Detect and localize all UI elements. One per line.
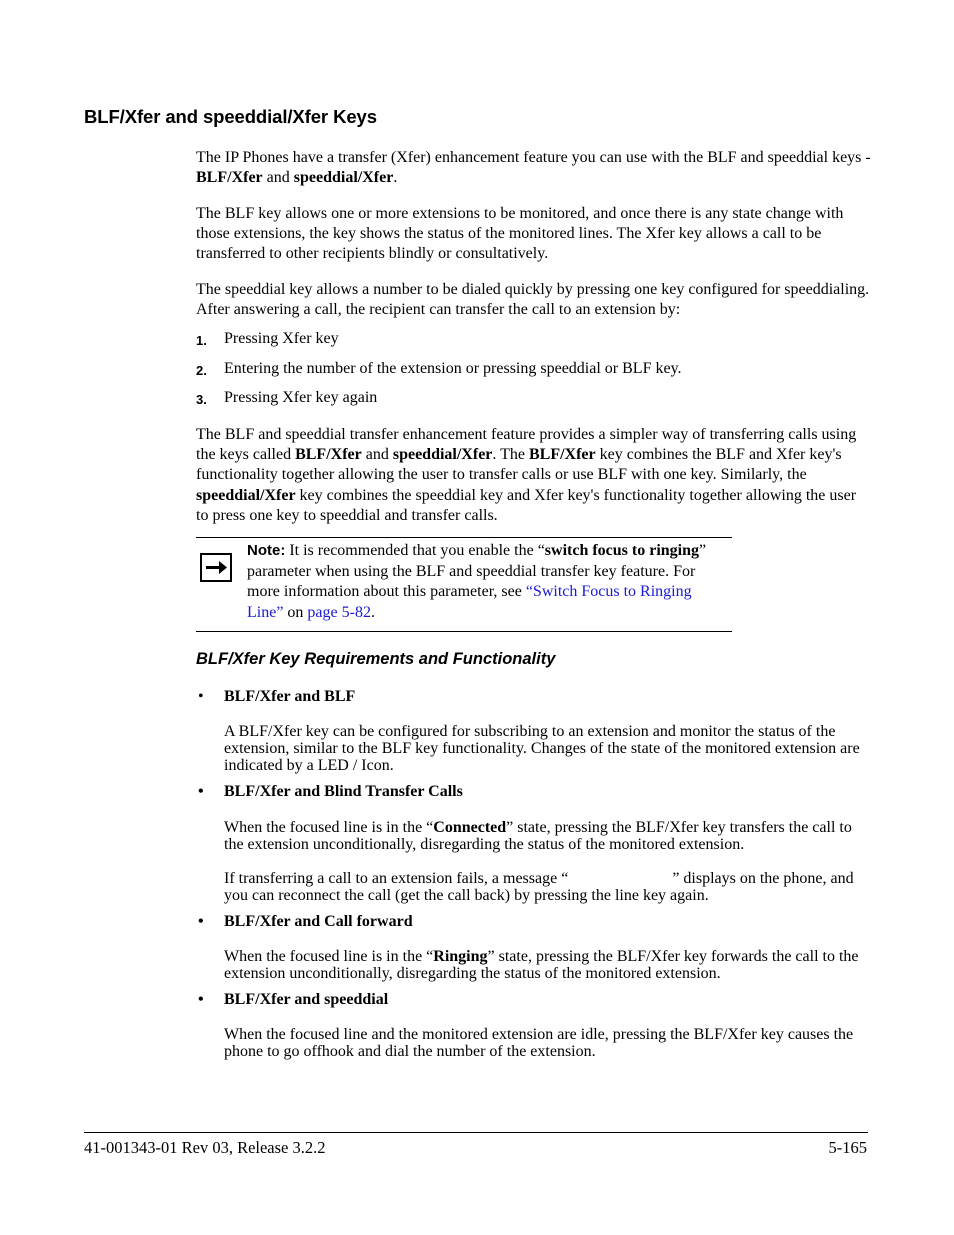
summary-bold: speeddial/Xfer <box>196 486 296 504</box>
summary-text: . The <box>492 446 529 464</box>
note-label: Note: <box>247 542 286 559</box>
intro-text: The IP Phones have a transfer (Xfer) enhancement feature you can use with the BLF and speeddial keys - <box>196 149 871 166</box>
item-text: ” displays on the phone, and you can reconnect the call (get the call back) by pressing the line key again. <box>224 870 854 905</box>
summary-text: The BLF and speeddial transfer enhancement feature provides a simpler way of transferring calls using the keys called <box>196 426 857 464</box>
item-text: If transferring a call to an extension fails, a message “ <box>224 870 569 887</box>
note-text-part: It is recommended that you enable the “ <box>285 542 545 559</box>
item-title: BLF/Xfer and Blind Transfer Calls <box>224 783 463 800</box>
section-heading: BLF/Xfer and speeddial/Xfer Keys <box>84 106 377 127</box>
note-text-part: . <box>370 603 375 621</box>
item-title: BLF/Xfer and speeddial <box>224 991 389 1008</box>
intro-text: and <box>262 169 294 187</box>
intro-paragraph <box>196 148 872 188</box>
item-body <box>224 870 870 904</box>
item-bold: Connected <box>433 819 507 836</box>
summary-paragraph <box>196 425 872 526</box>
step-number: 2. <box>196 363 207 378</box>
item-title: BLF/Xfer and Call forward <box>224 913 413 930</box>
summary-bold: BLF/Xfer <box>528 446 596 464</box>
bullet: • <box>198 991 204 1008</box>
item-bold: Ringing <box>433 948 488 965</box>
bullet: • <box>198 783 204 800</box>
switch-focus-link[interactable]: “Switch Focus to Ringing Line” <box>247 583 692 621</box>
item-text: ” state, pressing the BLF/Xfer key forwards the call to the extension unconditionally, disregarding the status of the monitored extension. <box>224 948 859 983</box>
intro-text: . <box>393 169 398 187</box>
footer-doc-id: 41-001343-01 Rev 03, Release 3.2.2 <box>84 1138 326 1157</box>
step-number: 3. <box>196 392 207 407</box>
note-bottom-rule <box>196 631 732 632</box>
speeddial-paragraph: The speeddial key allows a number to be dialed quickly by pressing one key configured for speeddialing. After answering a call, the recipient can transfer the call to an extension by: <box>196 281 870 319</box>
item-body <box>224 948 870 982</box>
summary-text: key combines the BLF and Xfer key's functionality together allowing the user to transfer calls or use BLF with one key. Similarly, the <box>196 446 842 484</box>
item-text: When the focused line is in the “ <box>224 819 434 836</box>
item-text: ” state, pressing the BLF/Xfer key transfers the call to the extension unconditionally, disregarding the status of the monitored extension. <box>224 819 852 854</box>
footer-page-number: 5-165 <box>828 1138 867 1157</box>
note-text <box>247 541 727 623</box>
step-text: Pressing Xfer key <box>224 330 339 347</box>
item-body: A BLF/Xfer key can be configured for subscribing to an extension and monitor the status of the extension, similar to the BLF key functionality. Changes of the state of the monitored extension are indicated by a LED / Icon. <box>224 723 860 775</box>
subsection-heading: BLF/Xfer Key Requirements and Functionality <box>196 650 556 668</box>
note-text-part: on <box>283 603 308 621</box>
intro-bold-speeddial-xfer: speeddial/Xfer <box>293 169 394 187</box>
step-text: Entering the number of the extension or pressing speeddial or BLF key. <box>224 360 682 377</box>
summary-bold: speeddial/Xfer <box>392 446 493 464</box>
summary-bold: BLF/Xfer <box>295 446 362 464</box>
bullet: • <box>198 913 204 930</box>
item-body: When the focused line and the monitored extension are idle, pressing the BLF/Xfer key causes the phone to go offhook and dial the number of the extension. <box>224 1026 854 1061</box>
note-top-rule <box>196 537 732 538</box>
arrow-icon <box>200 553 232 582</box>
page-link[interactable]: page 5-82 <box>307 603 371 621</box>
step-number: 1. <box>196 333 207 348</box>
step-text: Pressing Xfer key again <box>224 389 378 406</box>
summary-text: key combines the speeddial key and Xfer key's functionality together allowing the user to press one key to speeddial and transfer calls. <box>196 486 857 524</box>
bullet: • <box>198 688 204 705</box>
item-title: BLF/Xfer and BLF <box>224 688 356 705</box>
item-body <box>224 819 870 853</box>
summary-text: and <box>361 446 393 464</box>
note-text-part: ” parameter when using the BLF and speeddial transfer key feature. For more information about this parameter, see <box>247 542 707 600</box>
intro-bold-blf-xfer: BLF/Xfer <box>196 169 263 187</box>
arrow-icon-svg <box>202 555 230 580</box>
item-text: When the focused line is in the “ <box>224 948 434 965</box>
footer-rule <box>84 1132 868 1133</box>
blf-paragraph: The BLF key allows one or more extensions to be monitored, and once there is any state change with those extensions, the key shows the status of the monitored lines. The Xfer key allows a call to be transferred to other recipients blindly or consultatively. <box>196 205 844 263</box>
note-bold: switch focus to ringing <box>544 542 700 559</box>
